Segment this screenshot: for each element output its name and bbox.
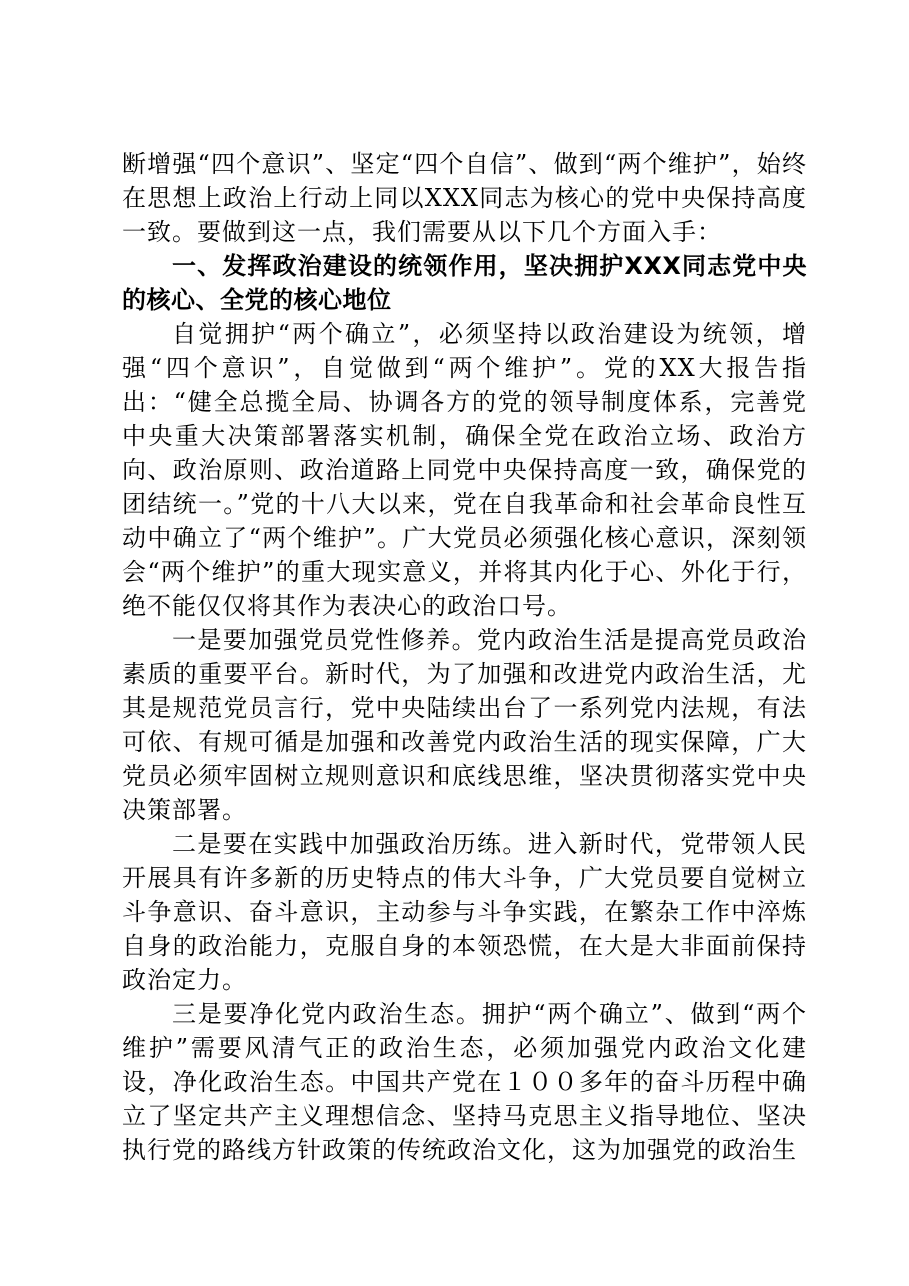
paragraph-party-spirit: 一是要加强党员党性修养。党内政治生活是提高党员政治素质的重要平台。新时代，为了加强和改进党内政治生活，尤其是规范党员言行，党中央陆续出台了一系列党内法规，有法可依、有规可循是加强和改善党内政治生活的现实保障，广大党员必须牢固树立规则意识和底线思维，坚决贯彻落实党中央决策部署。 <box>122 626 807 824</box>
paragraph-two-establishments: 自觉拥护“两个确立”，必须坚持以政治建设为统领，增强“四个意识”，自觉做到“两个维护”。党的XX大报告指出：“健全总揽全局、协调各方的党的领导制度体系，完善党中央重大决策部署落实机制，确保全党在政治立场、政治方向、政治原则、政治道路上同党中央保持高度一致，确保党的团结统一。”党的十八大以来，党在自我革命和社会革命良性互动中确立了“两个维护”。广大党员必须强化核心意识，深刻领会“两个维护”的重大现实意义，并将其内化于心、外化于行，绝不能仅仅将其作为表决心的政治口号。 <box>122 320 807 620</box>
paragraph-continuation: 断增强“四个意识”、坚定“四个自信”、做到“两个维护”，始终在思想上政治上行动上同以XXX同志为核心的党中央保持高度一致。要做到这一点，我们需要从以下几个方面入手： <box>122 150 807 246</box>
paragraph-political-training: 二是要在实践中加强政治历练。进入新时代，党带领人民开展具有许多新的历史特点的伟大斗争，广大党员要自觉树立斗争意识、奋斗意识，主动参与斗争实践，在繁杂工作中淬炼自身的政治能力，克服自身的本领恐慌，在大是大非面前保持政治定力。 <box>122 830 807 994</box>
document-body <box>122 147 807 1167</box>
paragraph-political-ecology: 三是要净化党内政治生态。拥护“两个确立”、做到“两个维护”需要风清气正的政治生态，必须加强党内政治文化建设，净化政治生态。中国共产党在１００多年的奋斗历程中确立了坚定共产主义理想信念、坚持马克思主义指导地位、坚决执行党的路线方针政策的传统政治文化，这为加强党的政治生 <box>122 1000 807 1164</box>
section-heading: 一、发挥政治建设的统领作用，坚决拥护XXX同志党中央的核心、全党的核心地位 <box>122 252 807 314</box>
